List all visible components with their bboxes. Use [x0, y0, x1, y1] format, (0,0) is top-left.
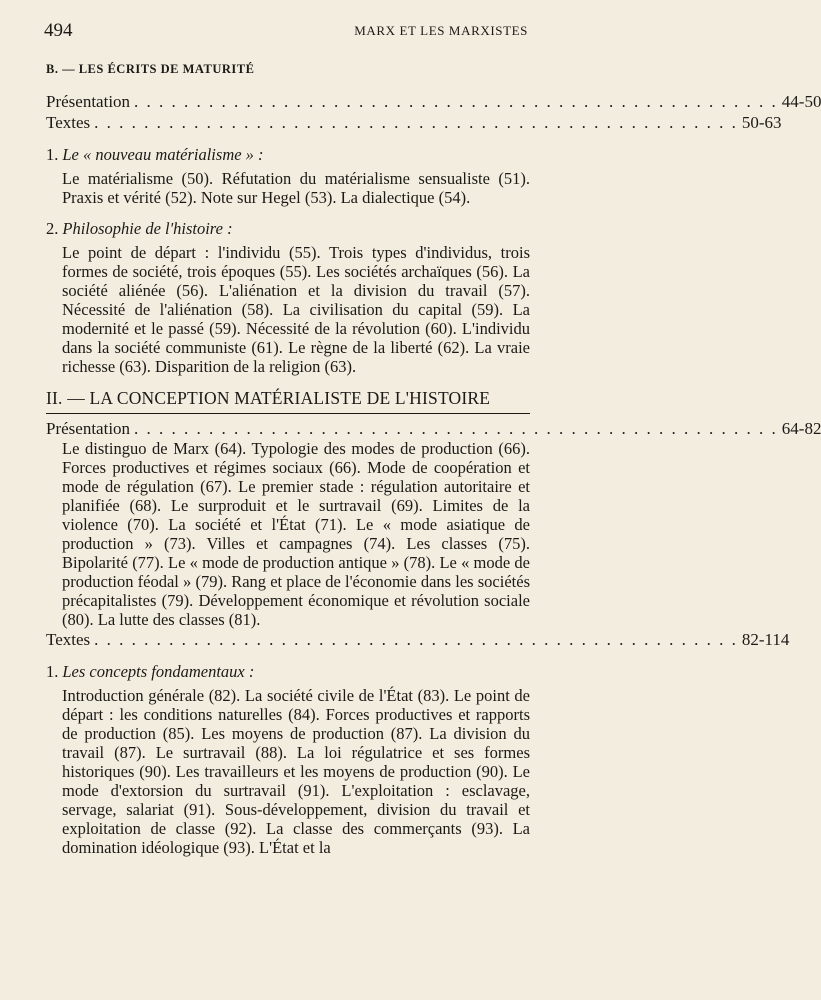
- toc-entry-presentation: [46, 418, 821, 439]
- leader-dots: . . . . . . . . . . . . . . . . . . . . . . . . . . . . . . . . . . . . . . . . . . . . . . . . . . . .: [94, 113, 738, 132]
- subsection-title: Philosophie de l'histoire :: [62, 219, 233, 238]
- subsection-heading: [46, 145, 530, 165]
- toc-label: Textes: [46, 113, 91, 132]
- toc-pages: 64-82: [781, 419, 821, 438]
- part-title-rule: [46, 413, 530, 414]
- subsection-number: 1.: [46, 662, 59, 681]
- leader-dots: . . . . . . . . . . . . . . . . . . . . . . . . . . . . . . . . . . . . . . . . . . . . . . . . . . . .: [134, 92, 778, 111]
- toc-pages: 82-114: [741, 630, 790, 649]
- leader-dots: . . . . . . . . . . . . . . . . . . . . . . . . . . . . . . . . . . . . . . . . . . . . . . . . . . . .: [134, 419, 778, 438]
- subsection-heading: [46, 219, 530, 239]
- subsection-number: 2.: [46, 219, 59, 238]
- table-of-contents: [46, 62, 821, 857]
- toc-pages: 44-50: [781, 92, 821, 111]
- subsection-text: Le point de départ : l'individu (55). Trois types d'individus, trois formes de société, trois époques (55). Les sociétés archaïques (56). La société aliénée (56). L'aliénation et la division du travail (57). Nécessité de l'aliénation (58). La civilisation du capital (59). La modernité et le passé (59). Nécessité de la révolution (60). L'individu dans la société communiste (61). Le règne de la liberté (62). La vraie richesse (63). Disparition de la religion (63).: [62, 243, 530, 376]
- running-head: MARX ET LES MARXISTES: [354, 23, 528, 38]
- section-heading-b: B. — LES ÉCRITS DE MATURITÉ: [46, 62, 255, 76]
- subsection-text: Le matérialisme (50). Réfutation du matérialisme sensualiste (51). Praxis et vérité (52). Note sur Hegel (53). La dialectique (54).: [62, 169, 530, 207]
- page-header: [44, 20, 528, 42]
- subsection-heading: [46, 662, 530, 682]
- toc-entry-textes: [46, 629, 790, 650]
- toc-label: Textes: [46, 630, 91, 649]
- toc-label: Présentation: [46, 419, 131, 438]
- presentation-text: Le distinguo de Marx (64). Typologie des modes de production (66). Forces productives et régimes sociaux (66). Mode de coopération et mode de régulation (67). Le premier stade : régulation autoritaire et planifiée (68). Le surproduit et le surtravail (69). Limites de la violence (70). La société et l'État (71). Le « mode asiatique de production » (73). Villes et campagnes (74). Les classes (75). Bipolarité (77). Le « mode de production antique » (78). Le « mode de production féodal » (79). Rang et place de l'économie dans les sociétés précapitalistes (79). Développement économique et révolution sociale (80). La lutte des classes (81).: [62, 439, 530, 629]
- subsection-number: 1.: [46, 145, 59, 164]
- toc-entry-presentation: [46, 91, 821, 112]
- part-title: II. — LA CONCEPTION MATÉRIALISTE DE L'HISTOIRE: [46, 388, 491, 408]
- subsection-title: Le « nouveau matérialisme » :: [62, 145, 264, 164]
- toc-label: Présentation: [46, 92, 131, 111]
- toc-entry-textes: [46, 112, 782, 133]
- subsection-title: Les concepts fondamentaux :: [62, 662, 255, 681]
- page-number: 494: [44, 20, 73, 41]
- leader-dots: . . . . . . . . . . . . . . . . . . . . . . . . . . . . . . . . . . . . . . . . . . . . . . . . . . . .: [94, 630, 738, 649]
- subsection-text: Introduction générale (82). La société civile de l'État (83). Le point de départ : les conditions naturelles (84). Forces productives et rapports de production (85). Les moyens de production (87). La division du travail (87). Le surtravail (88). La loi régulatrice et ses formes historiques (90). Les travailleurs et les moyens de production (90). Le mode d'extorsion du surtravail (91). L'exploitation : esclavage, servage, salariat (91). Sous-développement, division du travail et exploitation de classe (92). La classe des commerçants (93). La domination idéologique (93). L'État et la: [62, 686, 530, 857]
- toc-pages: 50-63: [741, 113, 782, 132]
